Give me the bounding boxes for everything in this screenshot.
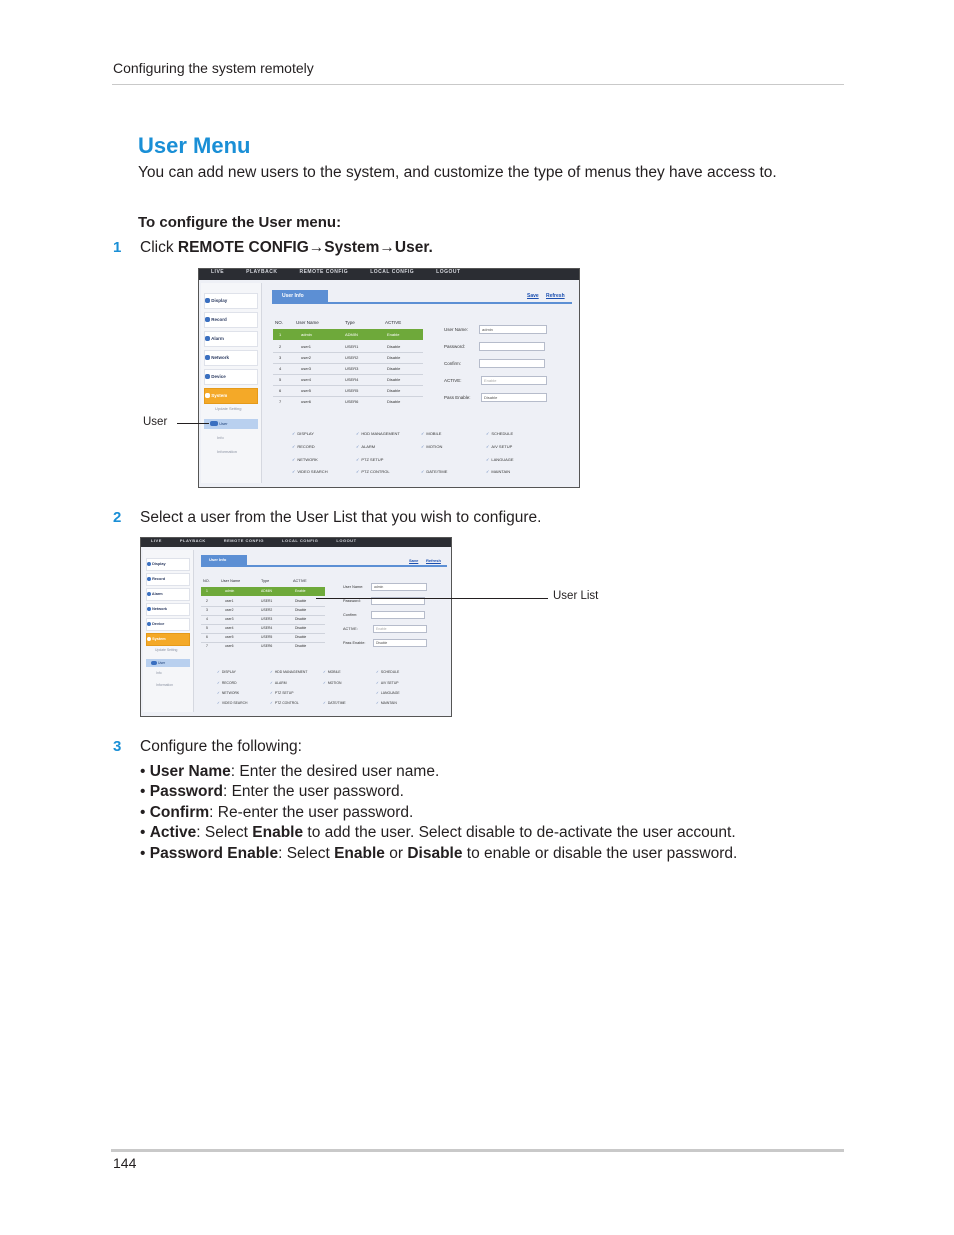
perm-checkbox: ✓ SCHEDULE bbox=[376, 670, 399, 674]
table-cell: Disable bbox=[387, 355, 401, 360]
table-row bbox=[273, 396, 423, 397]
perm-checkbox: ✓ DISPLAY bbox=[217, 670, 236, 674]
table-cell: USER6 bbox=[345, 399, 359, 404]
col-type: Type bbox=[345, 320, 355, 325]
callout-user-line bbox=[177, 423, 209, 424]
sidebar-item-display: Display bbox=[146, 558, 190, 571]
table-cell: user2 bbox=[225, 608, 234, 612]
perm-checkbox: ✓ MOTION bbox=[421, 444, 442, 449]
col-active: ACTIVE bbox=[293, 579, 307, 583]
pass-enable-select: Disable bbox=[373, 639, 427, 647]
sidebar-sub-user: User bbox=[146, 659, 190, 667]
section-title: User Menu bbox=[138, 133, 251, 158]
table-cell: user3 bbox=[225, 617, 234, 621]
table-row bbox=[201, 606, 325, 607]
perm-checkbox: ✓ ALARM bbox=[356, 444, 375, 449]
page-number: 144 bbox=[113, 1155, 137, 1171]
tab-underline bbox=[272, 302, 572, 304]
top-tab-playback: PLAYBACK bbox=[179, 538, 206, 543]
sidebar-item-device: Device bbox=[146, 618, 190, 631]
table-cell: Disable bbox=[387, 366, 401, 371]
perm-checkbox: ✓ A/V SETUP bbox=[376, 681, 399, 685]
sidebar-item-system: System bbox=[146, 633, 190, 646]
screenshot-user-config-1 bbox=[198, 268, 580, 488]
list-item: • Active: Select Enable to add the user. Select disable to de-activate the user account. bbox=[140, 824, 736, 842]
list-item: • User Name: Enter the desired user name. bbox=[140, 763, 440, 780]
perm-checkbox: ✓ SCHEDULE bbox=[486, 431, 513, 436]
active-select: Enable bbox=[373, 625, 427, 633]
step-text-1 bbox=[140, 239, 433, 257]
table-cell: 6 bbox=[206, 635, 208, 639]
sidebar bbox=[143, 550, 194, 712]
table-cell: ADMIN bbox=[261, 589, 272, 593]
table-cell: user1 bbox=[225, 599, 234, 603]
record-icon bbox=[205, 317, 210, 322]
table-row bbox=[273, 363, 423, 364]
user-icon bbox=[210, 421, 218, 426]
user-name-field: admin bbox=[371, 583, 427, 591]
intro-paragraph: You can add new users to the system, and customize the type of menus they have access to. bbox=[138, 164, 777, 181]
sidebar-sub-info: Info bbox=[217, 435, 224, 440]
step-1-prefix: Click bbox=[140, 239, 178, 256]
sidebar-item-network: Network bbox=[204, 350, 258, 366]
table-cell: 4 bbox=[206, 617, 208, 621]
perm-checkbox: ✓ HDD MANAGEMENT bbox=[270, 670, 307, 674]
perm-checkbox: ✓ VIDEO SEARCH bbox=[217, 701, 247, 705]
device-icon bbox=[147, 622, 151, 626]
perm-checkbox: ✓ ALARM bbox=[270, 681, 287, 685]
screenshot-user-config-2 bbox=[140, 537, 452, 717]
tab-user-info: User Info bbox=[201, 555, 247, 565]
table-cell: user6 bbox=[301, 399, 312, 404]
perm-checkbox: ✓ HDD MANAGEMENT bbox=[356, 431, 400, 436]
callout-user: User bbox=[143, 416, 168, 428]
top-tab-live: LIVE bbox=[151, 538, 162, 543]
sidebar-item-device: Device bbox=[204, 369, 258, 385]
table-cell: user2 bbox=[301, 355, 312, 360]
perm-checkbox: ✓ RECORD bbox=[292, 444, 315, 449]
user-name-label: User Name: bbox=[444, 327, 469, 332]
footer-divider bbox=[111, 1149, 844, 1152]
pass-enable-select: Disable bbox=[481, 393, 547, 402]
callout-user-list-line bbox=[316, 598, 548, 599]
password-label: Password: bbox=[343, 599, 361, 603]
step-1-path: REMOTE CONFIG→System→User. bbox=[177, 239, 433, 256]
perm-checkbox: ✓ RECORD bbox=[217, 681, 237, 685]
step-text-3: Configure the following: bbox=[140, 738, 302, 755]
table-cell: 5 bbox=[279, 377, 282, 382]
perm-checkbox: ✓ NETWORK bbox=[217, 691, 239, 695]
table-row bbox=[273, 374, 423, 375]
col-no: NO. bbox=[203, 579, 210, 583]
sidebar-item-alarm: Alarm bbox=[204, 331, 258, 347]
top-nav-bar bbox=[141, 538, 451, 547]
col-user-name: User Name bbox=[221, 579, 241, 583]
table-cell: Disable bbox=[387, 388, 401, 393]
user-icon bbox=[151, 661, 157, 665]
perm-checkbox: ✓ DATE/TIME bbox=[421, 469, 447, 474]
col-active: ACTIVE bbox=[385, 320, 402, 325]
tab-underline bbox=[201, 565, 447, 567]
active-select: Enable bbox=[481, 376, 547, 385]
pass-enable-label: Pass Enable: bbox=[343, 641, 366, 645]
pass-enable-label: Pass Enable: bbox=[444, 395, 471, 400]
active-label: ACTIVE: bbox=[444, 378, 462, 383]
perm-checkbox: ✓ PTZ SETUP bbox=[270, 691, 294, 695]
table-cell: Enable bbox=[295, 589, 306, 593]
perm-checkbox: ✓ A/V SETUP bbox=[486, 444, 512, 449]
table-cell: Disable bbox=[295, 644, 307, 648]
step-number-3: 3 bbox=[113, 738, 122, 755]
table-cell: ADMIN bbox=[345, 332, 358, 337]
table-cell: user4 bbox=[301, 377, 312, 382]
table-cell: 4 bbox=[279, 366, 282, 371]
table-cell: USER5 bbox=[261, 635, 273, 639]
perm-checkbox: ✓ VIDEO SEARCH bbox=[292, 469, 328, 474]
top-tab-remote-config: REMOTE CONFIG bbox=[223, 538, 265, 543]
sidebar-item-record: Record bbox=[204, 312, 258, 328]
system-icon bbox=[147, 637, 151, 641]
table-cell: Disable bbox=[387, 377, 401, 382]
confirm-field bbox=[479, 359, 545, 368]
top-tab-logout: LOGOUT bbox=[436, 269, 461, 275]
perm-checkbox: ✓ MAINTAIN bbox=[486, 469, 510, 474]
table-cell: user6 bbox=[225, 644, 234, 648]
sidebar-item-alarm: Alarm bbox=[146, 588, 190, 601]
table-cell: 6 bbox=[279, 388, 282, 393]
list-item: • Password: Enter the user password. bbox=[140, 783, 404, 801]
table-cell: 7 bbox=[279, 399, 282, 404]
table-cell: USER1 bbox=[261, 599, 273, 603]
table-cell: Disable bbox=[295, 599, 307, 603]
table-cell: user3 bbox=[301, 366, 312, 371]
table-cell: USER5 bbox=[345, 388, 359, 393]
perm-checkbox: ✓ DATE/TIME bbox=[323, 701, 346, 705]
table-cell: Disable bbox=[387, 399, 401, 404]
device-icon bbox=[205, 374, 210, 379]
step-text-2: Select a user from the User List that you wish to configure. bbox=[140, 509, 542, 526]
sidebar-item-network: Network bbox=[146, 603, 190, 616]
table-cell: USER1 bbox=[345, 344, 359, 349]
password-field bbox=[479, 342, 545, 351]
active-label: ACTIVE: bbox=[343, 627, 358, 631]
table-cell: user5 bbox=[225, 635, 234, 639]
table-cell: 7 bbox=[206, 644, 208, 648]
table-cell: 2 bbox=[206, 599, 208, 603]
perm-checkbox: ✓ MOBILE bbox=[421, 431, 441, 436]
perm-checkbox: ✓ PTZ SETUP bbox=[356, 457, 383, 462]
sidebar-sub-information: Information bbox=[156, 683, 173, 687]
sidebar-item-display: Display bbox=[204, 293, 258, 309]
table-cell: 1 bbox=[206, 589, 208, 593]
sidebar-sub-update: Update Setting bbox=[155, 648, 178, 652]
table-cell: 1 bbox=[279, 332, 282, 337]
password-label: Password: bbox=[444, 344, 466, 349]
table-cell: user1 bbox=[301, 344, 312, 349]
table-cell: 3 bbox=[279, 355, 282, 360]
network-icon bbox=[205, 355, 210, 360]
perm-checkbox: ✓ PTZ CONTROL bbox=[270, 701, 299, 705]
table-cell: 3 bbox=[206, 608, 208, 612]
table-cell: admin bbox=[225, 589, 235, 593]
config-bullet-list bbox=[140, 762, 737, 864]
list-item: • Confirm: Re-enter the user password. bbox=[140, 803, 414, 821]
top-tab-live: LIVE bbox=[211, 269, 225, 275]
sidebar-sub-information: Information bbox=[217, 449, 238, 454]
user-name-field: admin bbox=[479, 325, 547, 334]
table-cell: USER3 bbox=[345, 366, 359, 371]
table-cell: USER2 bbox=[345, 355, 359, 360]
perm-checkbox: ✓ MAINTAIN bbox=[376, 701, 397, 705]
table-cell: Disable bbox=[387, 344, 401, 349]
col-no: NO. bbox=[275, 320, 284, 325]
perm-checkbox: ✓ LANGUAGE bbox=[376, 691, 400, 695]
refresh-link: Refresh bbox=[546, 293, 565, 299]
perm-checkbox: ✓ DISPLAY bbox=[292, 431, 314, 436]
table-cell: 5 bbox=[206, 626, 208, 630]
sidebar-item-record: Record bbox=[146, 573, 190, 586]
procedure-heading: To configure the User menu: bbox=[138, 214, 342, 231]
table-cell: admin bbox=[301, 332, 312, 337]
confirm-field bbox=[371, 611, 425, 619]
table-cell: Disable bbox=[295, 635, 307, 639]
table-cell: USER3 bbox=[261, 617, 273, 621]
perm-checkbox: ✓ NETWORK bbox=[292, 457, 318, 462]
top-tab-local-config: LOCAL CONFIG bbox=[282, 538, 319, 543]
table-row bbox=[273, 352, 423, 353]
top-nav-bar bbox=[199, 269, 579, 280]
table-cell: USER2 bbox=[261, 608, 273, 612]
table-row bbox=[201, 633, 325, 634]
table-cell: 2 bbox=[279, 344, 282, 349]
network-icon bbox=[147, 607, 151, 611]
col-user-name: User Name bbox=[296, 320, 319, 325]
table-row bbox=[201, 624, 325, 625]
perm-checkbox: ✓ LANGUAGE bbox=[486, 457, 514, 462]
header-divider bbox=[112, 84, 844, 85]
top-tab-playback: PLAYBACK bbox=[246, 269, 278, 275]
table-cell: USER6 bbox=[261, 644, 273, 648]
table-cell: user5 bbox=[301, 388, 312, 393]
sidebar-item-system: System bbox=[204, 388, 258, 404]
table-cell: Disable bbox=[295, 626, 307, 630]
step-number-1: 1 bbox=[113, 239, 122, 256]
perm-checkbox: ✓ PTZ CONTROL bbox=[356, 469, 390, 474]
sidebar-sub-update: Update Setting bbox=[215, 406, 242, 411]
user-name-label: User Name: bbox=[343, 585, 364, 589]
step-number-2: 2 bbox=[113, 509, 122, 526]
tab-user-info: User Info bbox=[272, 290, 328, 302]
list-item: • Password Enable: Select Enable or Disable to enable or disable the user password. bbox=[140, 844, 738, 862]
confirm-label: Confirm: bbox=[444, 361, 462, 366]
callout-user-list: User List bbox=[553, 590, 599, 602]
confirm-label: Confirm: bbox=[343, 613, 358, 617]
table-row bbox=[273, 385, 423, 386]
table-cell: Enable bbox=[387, 332, 400, 337]
refresh-link: Refresh bbox=[426, 558, 441, 563]
sidebar-sub-user: User bbox=[204, 419, 258, 429]
perm-checkbox: ✓ MOTION bbox=[323, 681, 341, 685]
top-tab-remote-config: REMOTE CONFIG bbox=[299, 269, 349, 275]
running-header: Configuring the system remotely bbox=[113, 60, 314, 76]
col-type: Type bbox=[261, 579, 270, 583]
table-cell: USER4 bbox=[261, 626, 273, 630]
sidebar-sub-info: Info bbox=[156, 671, 162, 675]
save-link: Save bbox=[409, 558, 419, 563]
sidebar bbox=[201, 283, 262, 483]
table-cell: Disable bbox=[295, 608, 307, 612]
save-link: Save bbox=[527, 293, 539, 299]
top-tab-local-config: LOCAL CONFIG bbox=[370, 269, 415, 275]
display-icon bbox=[205, 298, 210, 303]
system-icon bbox=[205, 393, 210, 398]
perm-checkbox: ✓ MOBILE bbox=[323, 670, 341, 674]
table-row bbox=[201, 615, 325, 616]
alarm-icon bbox=[147, 592, 151, 596]
table-cell: user4 bbox=[225, 626, 234, 630]
table-row bbox=[201, 642, 325, 643]
table-cell: USER4 bbox=[345, 377, 359, 382]
top-tab-logout: LOGOUT bbox=[336, 538, 357, 543]
display-icon bbox=[147, 562, 151, 566]
alarm-icon bbox=[205, 336, 210, 341]
record-icon bbox=[147, 577, 151, 581]
table-cell: Disable bbox=[295, 617, 307, 621]
